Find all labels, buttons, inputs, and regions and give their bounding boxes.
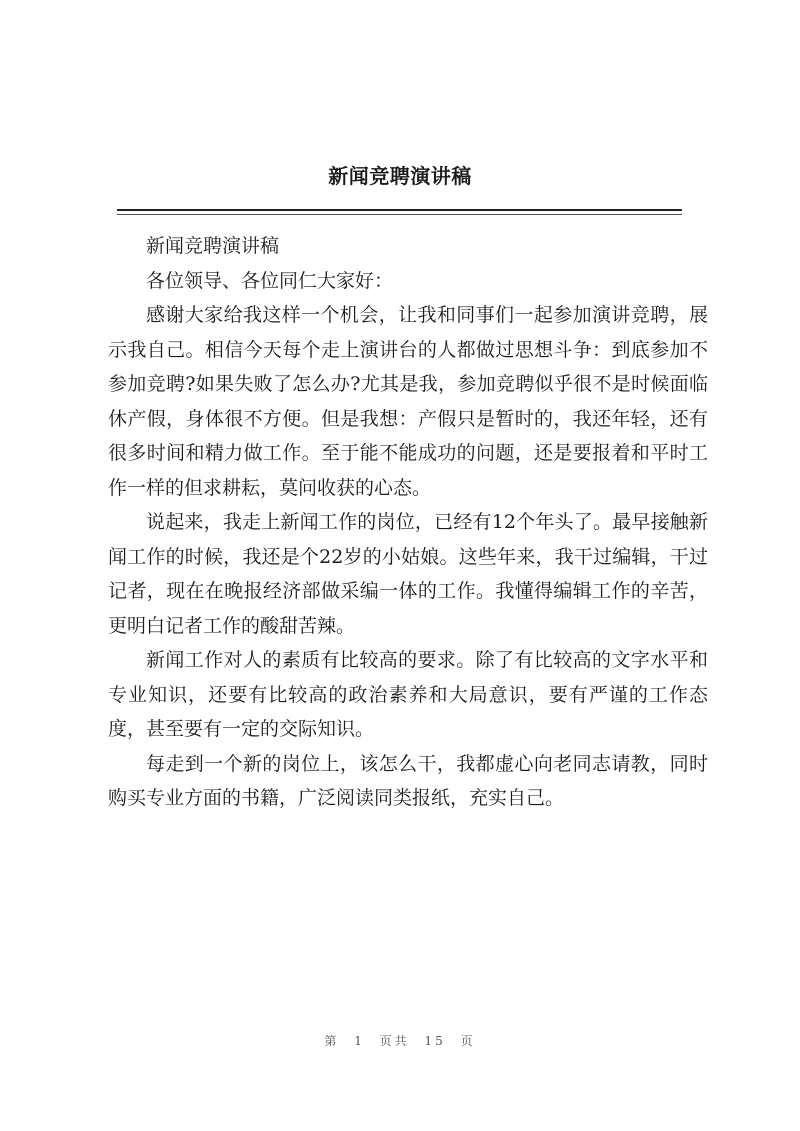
paragraph: 每走到一个新的岗位上，该怎么干，我都虚心向老同志请教，同时购买专业方面的书籍，广泛阅读同类报纸，充实自己。 bbox=[108, 752, 708, 809]
paragraph-greeting: 各位领导、各位同仁大家好： bbox=[146, 269, 394, 292]
footer-suffix: 页 bbox=[460, 1034, 476, 1048]
total-pages: 15 bbox=[424, 1034, 446, 1048]
paragraph: 新闻工作对人的素质有比较高的要求。除了有比较高的文字水平和专业知识，还要有比较高的政治素养和大局意识，要有严谨的工作态度，甚至要有一定的交际知识。 bbox=[108, 649, 708, 740]
document-title: 新闻竞聘演讲稿 bbox=[328, 164, 472, 188]
paragraph-heading: 新闻竞聘演讲稿 bbox=[146, 235, 280, 257]
page-number: 1 bbox=[354, 1034, 365, 1048]
paragraph: 说起来，我走上新闻工作的岗位，已经有12个年头了。最早接触新闻工作的时候，我还是个22岁的小姑娘。这些年来，我干过编辑，干过记者，现在在晚报经济部做采编一体的工作。我懂得编辑工作的辛苦，更明白记者工作的酸甜苦辣。 bbox=[108, 511, 708, 637]
title-divider bbox=[117, 209, 682, 211]
page-footer bbox=[0, 1032, 800, 1049]
paragraph: 感谢大家给我这样一个机会，让我和同事们一起参加演讲竞聘，展示我自己。相信今天每个走上演讲台的人都做过思想斗争：到底参加不参加竞聘?如果失败了怎么办?尤其是我，参加竞聘似乎很不是时候面临休产假，身体很不方便。但是我想：产假只是暂时的，我还年轻，还有很多时间和精力做工作。至于能不能成功的问题，还是要报着和平时工作一样的但求耕耘，莫问收获的心态。 bbox=[108, 304, 708, 499]
footer-middle: 页共 bbox=[379, 1034, 410, 1048]
footer-prefix: 第 bbox=[324, 1034, 340, 1048]
title-divider-thin bbox=[117, 214, 682, 215]
document-body bbox=[108, 229, 708, 816]
